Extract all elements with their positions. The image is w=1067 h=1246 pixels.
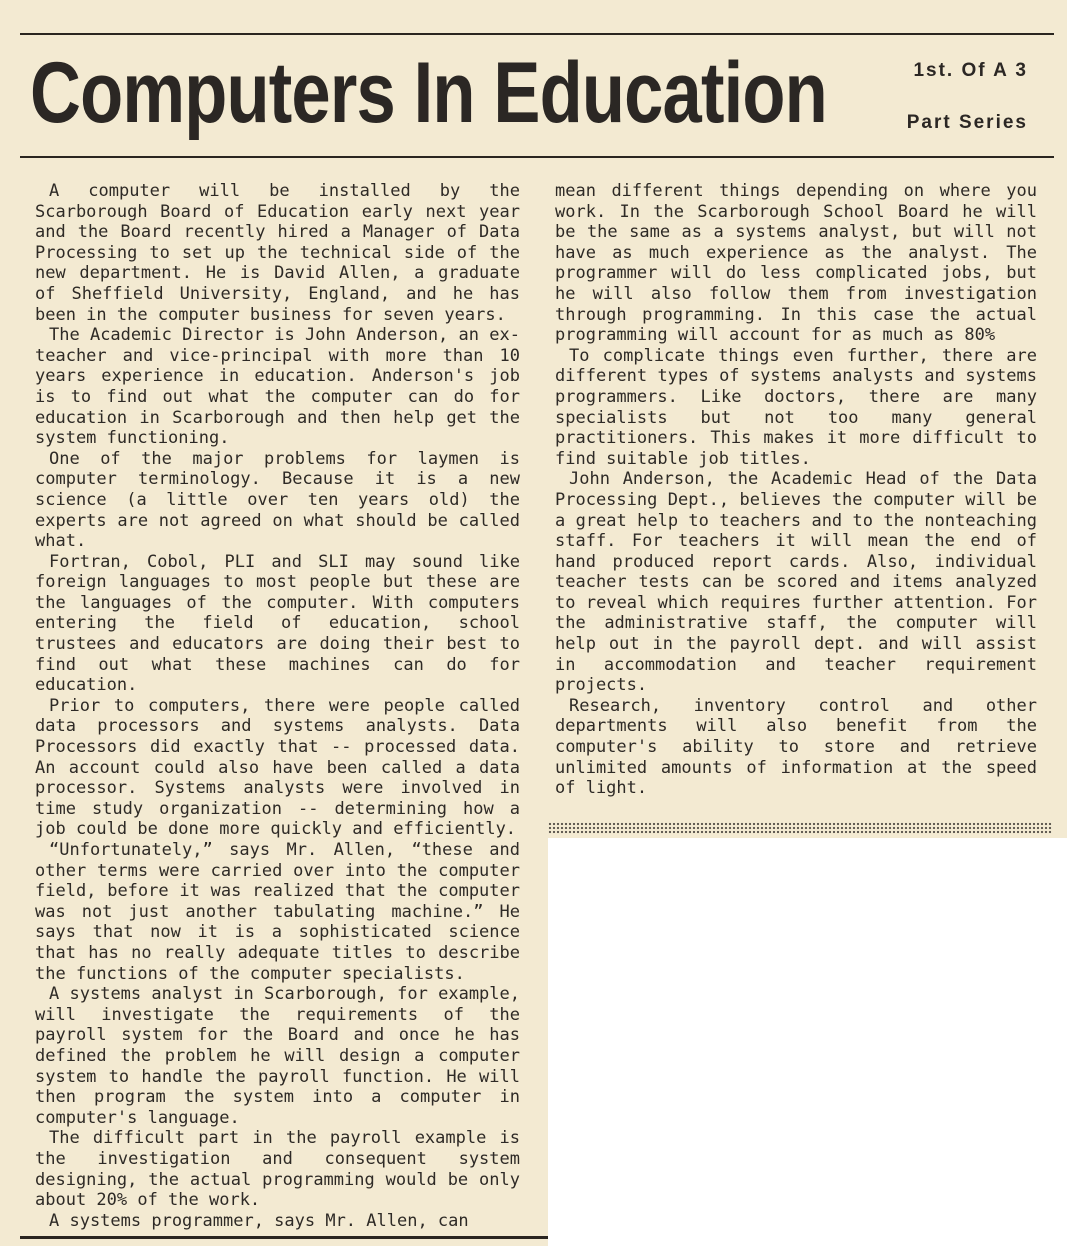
paragraph: Research, inventory control and other departments will also benefit from the computer's ability to store and retrieve unlimited amounts of information at the speed of light. <box>555 695 1037 799</box>
top-rule <box>20 33 1054 35</box>
headline: Computers In Education <box>30 45 827 141</box>
paragraph: A computer will be installed by the Scarborough Board of Education early next year and the Board recently hired a Manager of Data Processing to set up the technical side of the new department. He is David Allen, a graduate of Sheffield University, England, and he has been in the computer business for seven years. <box>35 181 520 325</box>
paragraph: The difficult part in the payroll example is the investigation and consequent system designing, the actual programming would be only about 20% of the work. <box>35 1128 520 1211</box>
paragraph: To complicate things even further, there are different types of systems analysts and systems programmers. Like doctors, there are many specialists but not too many general practitioners. This makes it more difficult to find suitable job titles. <box>555 345 1037 469</box>
bottom-rule <box>20 1236 548 1239</box>
paragraph: One of the major problems for laymen is computer terminology. Because it is a new science (a little over ten years old) the experts are not agreed on what should be called what. <box>35 448 520 552</box>
paragraph: A systems analyst in Scarborough, for example, will investigate the requirements of the payroll system for the Board and once he has defined the problem he will design a computer system to handle the payroll function. He will then program the system into a computer in computer's language. <box>35 984 520 1128</box>
series-label-line1: 1st. Of A 3 <box>913 60 1028 81</box>
paragraph: The Academic Director is John Anderson, an ex-teacher and vice-principal with more than 10 years experience in education. Anderson's job is to find out what the computer can do for education in Scarborough and then help get the system functioning. <box>35 325 520 449</box>
left-column <box>35 181 520 1231</box>
paragraph-continuation: mean different things depending on where you work. In the Scarborough School Board he will be the same as a systems analyst, but will not have as much experience as the analyst. The programmer will do less complicated jobs, but he will also follow them from investigation through programming. In this case the actual programming will account for as much as 80% <box>555 181 1037 346</box>
paragraph: John Anderson, the Academic Head of the Data Processing Dept., believes the computer will be a great help to teachers and to the nonteaching staff. For teachers it will mean the end of hand produced report cards. Also, individual teacher tests can be scored and items analyzed to reveal which requires further attention. For the administrative staff, the computer will help out in the payroll dept. and will assist in accommodation and teacher requirement projects. <box>555 469 1037 696</box>
series-label-line2: Part Series <box>906 112 1028 133</box>
paragraph: “Unfortunately,” says Mr. Allen, “these and other terms were carried over into the computer field, before it was realized that the computer was not just another tabulating machine.” He says that now it is a sophisticated science that has no really adequate titles to describe the functions of the computer specialists. <box>35 840 520 984</box>
paragraph: Fortran, Cobol, PLI and SLI may sound like foreign languages to most people but these are the languages of the computer. With computers entering the field of education, school trustees and educators are doing their best to find out what these machines can do for education. <box>35 551 520 696</box>
headline-rule <box>20 156 1054 158</box>
blank-area <box>548 838 1067 1246</box>
paragraph: A systems programmer, says Mr. Allen, can <box>49 1210 469 1231</box>
stippled-divider <box>548 822 1052 834</box>
paragraph: Prior to computers, there were people called data processors and systems analysts. Data Processors did exactly that -- processed data. An account could also have been called a data processor. Systems analysts were involved in time study organization -- determining how a job could be done more quickly and efficiently. <box>35 695 520 840</box>
right-column <box>555 181 1037 799</box>
